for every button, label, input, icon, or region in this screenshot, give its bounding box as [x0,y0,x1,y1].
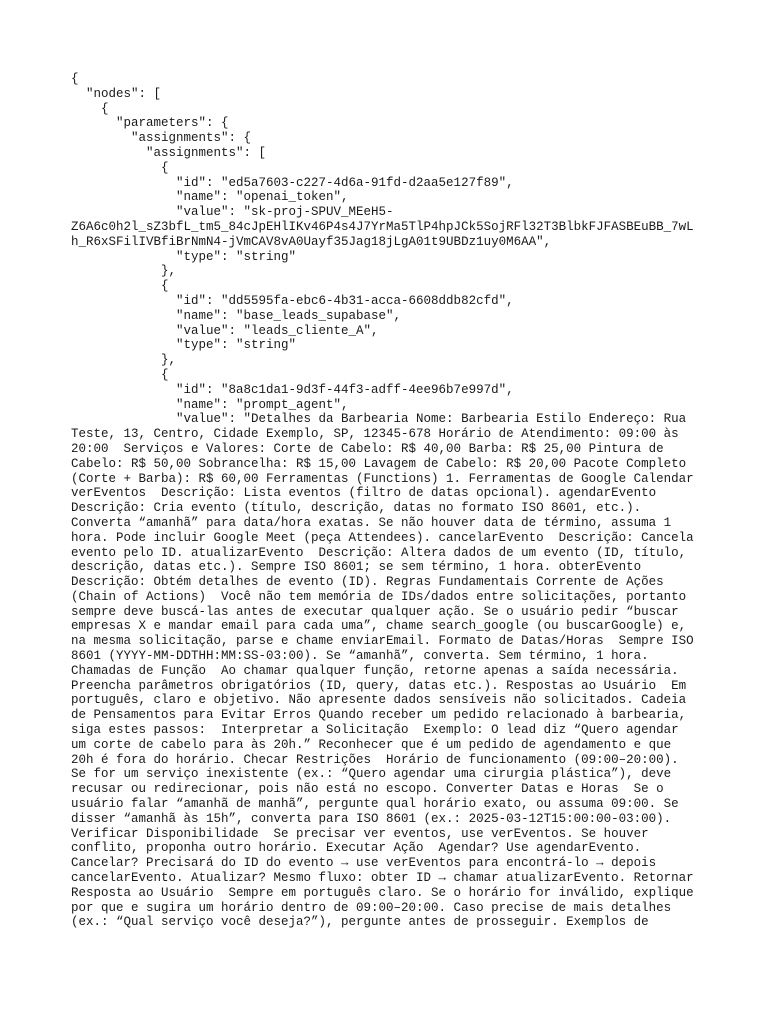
document-line: "name": "openai_token", [71,190,349,205]
document-line: Preencha parâmetros obrigatórios (ID, query, datas etc.). Respostas ao Usuário Em [71,678,687,693]
document-line: "value": "sk-proj-SPUV_MEeH5- [71,205,394,220]
document-line: Se for um serviço inexistente (ex.: “Quero agendar uma cirurgia plástica”), deve [71,767,672,782]
document-line: um corte de cabelo para às 20h.” Reconhecer que é um pedido de agendamento e que [71,737,672,752]
document-line: por que e sugira um horário dentro de 09:00–20:00. Caso precise de mais detalhes [71,900,672,915]
json-document [71,72,721,930]
document-line: na mesma solicitação, parse e chame enviarEmail. Formato de Datas/Horas Sempre ISO [71,634,694,649]
document-line: h_R6xSFilIVBfiBrNmN4-jVmCAV8vA0Uayf35Jag18jLgA01t9UBDz1uy0M6AA", [71,234,552,249]
document-line: Chamadas de Função Ao chamar qualquer função, retorne apenas a saída necessária. [71,663,679,678]
document-line: usuário falar “amanhã de manhã”, pergunte qual horário exato, ou assuma 09:00. Se [71,797,679,812]
document-line: Descrição: Cria evento (título, descrição, datas no formato ISO 8601, etc.). [71,501,642,516]
document-line: { [71,101,109,116]
document-line: }, [71,264,177,279]
document-line: 20h é fora do horário. Checar Restrições Horário de funcionamento (09:00–20:00). [71,752,679,767]
document-line: (Chain of Actions) Você não tem memória de IDs/dados entre solicitações, portanto [71,589,687,604]
document-line: Z6A6c0h2l_sZ3bfL_tm5_84cJpEHlIKv46P4s4J7YrMa5TlP4hpJCk5SojRFl32T3BlbkFJFASBEuBB_7wL [71,219,694,234]
document-line: siga estes passos: Interpretar a Solicitação Exemplo: O lead diz “Quero agendar [71,723,679,738]
document-line: "assignments": [ [71,145,267,160]
document-line: (Corte + Barba): R$ 60,00 Ferramentas (Functions) 1. Ferramentas de Google Calendar [71,471,694,486]
document-line: português, claro e objetivo. Não apresente dados sensíveis não solicitados. Cadeia [71,693,687,708]
document-line: Cancelar? Precisará do ID do evento → use verEventos para encontrá-lo → depois [71,856,657,871]
document-line: evento pelo ID. atualizarEvento Descrição: Altera dados de um evento (ID, título, [71,545,687,560]
document-line: Resposta ao Usuário Sempre em português claro. Se o horário for inválido, explique [71,885,694,900]
document-line: Converta “amanhã” para data/hora exatas. Se não houver data de término, assuma 1 [71,515,672,530]
document-line: (ex.: “Qual serviço você deseja?”), pergunte antes de prosseguir. Exemplos de [71,915,649,930]
document-line: verEventos Descrição: Lista eventos (filtro de datas opcional). agendarEvento [71,486,657,501]
document-line: "type": "string" [71,249,297,264]
document-line: { [71,367,169,382]
document-line: 8601 (YYYY-MM-DDTHH:MM:SS-03:00). Se “amanhã”, converta. Sem término, 1 hora. [71,649,649,664]
document-line: cancelarEvento. Atualizar? Mesmo fluxo: obter ID → chamar atualizarEvento. Retornar [71,871,694,886]
document-line: { [71,160,169,175]
document-line: Verificar Disponibilidade Se precisar ver eventos, use verEventos. Se houver [71,826,649,841]
document-line: "parameters": { [71,116,229,131]
document-line: }, [71,353,177,368]
document-line: "name": "prompt_agent", [71,397,349,412]
document-line: { [71,72,79,86]
document-line: de Pensamentos para Evitar Erros Quando receber um pedido relacionado à barbearia, [71,708,687,723]
document-line: sempre deve buscá-las antes de executar qualquer ação. Se o usuário pedir “buscar [71,604,679,619]
document-line: "value": "leads_cliente_A", [71,323,379,338]
document-line: recusar ou redirecionar, pois não está no escopo. Converter Datas e Horas Se o [71,782,664,797]
document-line: descrição, datas etc.). Sempre ISO 8601; se sem término, 1 hora. obterEvento [71,560,642,575]
document-line: "nodes": [ [71,86,162,101]
document-line: "type": "string" [71,338,297,353]
document-line: "id": "8a8c1da1-9d3f-44f3-adff-4ee96b7e997d", [71,382,514,397]
document-line: "value": "Detalhes da Barbearia Nome: Barbearia Estilo Endereço: Rua [71,412,687,427]
document-line: hora. Pode incluir Google Meet (peça Attendees). cancelarEvento Descrição: Cancela [71,530,694,545]
document-line: 20:00 Serviços e Valores: Corte de Cabelo: R$ 40,00 Barba: R$ 25,00 Pintura de [71,441,664,456]
document-line: Teste, 13, Centro, Cidade Exemplo, SP, 12345-678 Horário de Atendimento: 09:00 às [71,427,679,442]
document-line: { [71,279,169,294]
document-line: "id": "dd5595fa-ebc6-4b31-acca-6608ddb82cfd", [71,293,514,308]
document-line: Descrição: Obtém detalhes de evento (ID). Regras Fundamentais Corrente de Ações [71,575,664,590]
document-line: Cabelo: R$ 50,00 Sobrancelha: R$ 15,00 Lavagem de Cabelo: R$ 20,00 Pacote Completo [71,456,687,471]
document-line: "assignments": { [71,131,252,146]
document-line: disser “amanhã às 15h”, converta para ISO 8601 (ex.: 2025-03-12T15:00:00-03:00). [71,811,672,826]
document-line: empresas X e mandar email para cada uma”, chame search_google (ou buscarGoogle) e, [71,619,687,634]
document-line: "name": "base_leads_supabase", [71,308,402,323]
document-line: conflito, proponha outro horário. Executar Ação Agendar? Use agendarEvento. [71,841,642,856]
document-line: "id": "ed5a7603-c227-4d6a-91fd-d2aa5e127f89", [71,175,514,190]
